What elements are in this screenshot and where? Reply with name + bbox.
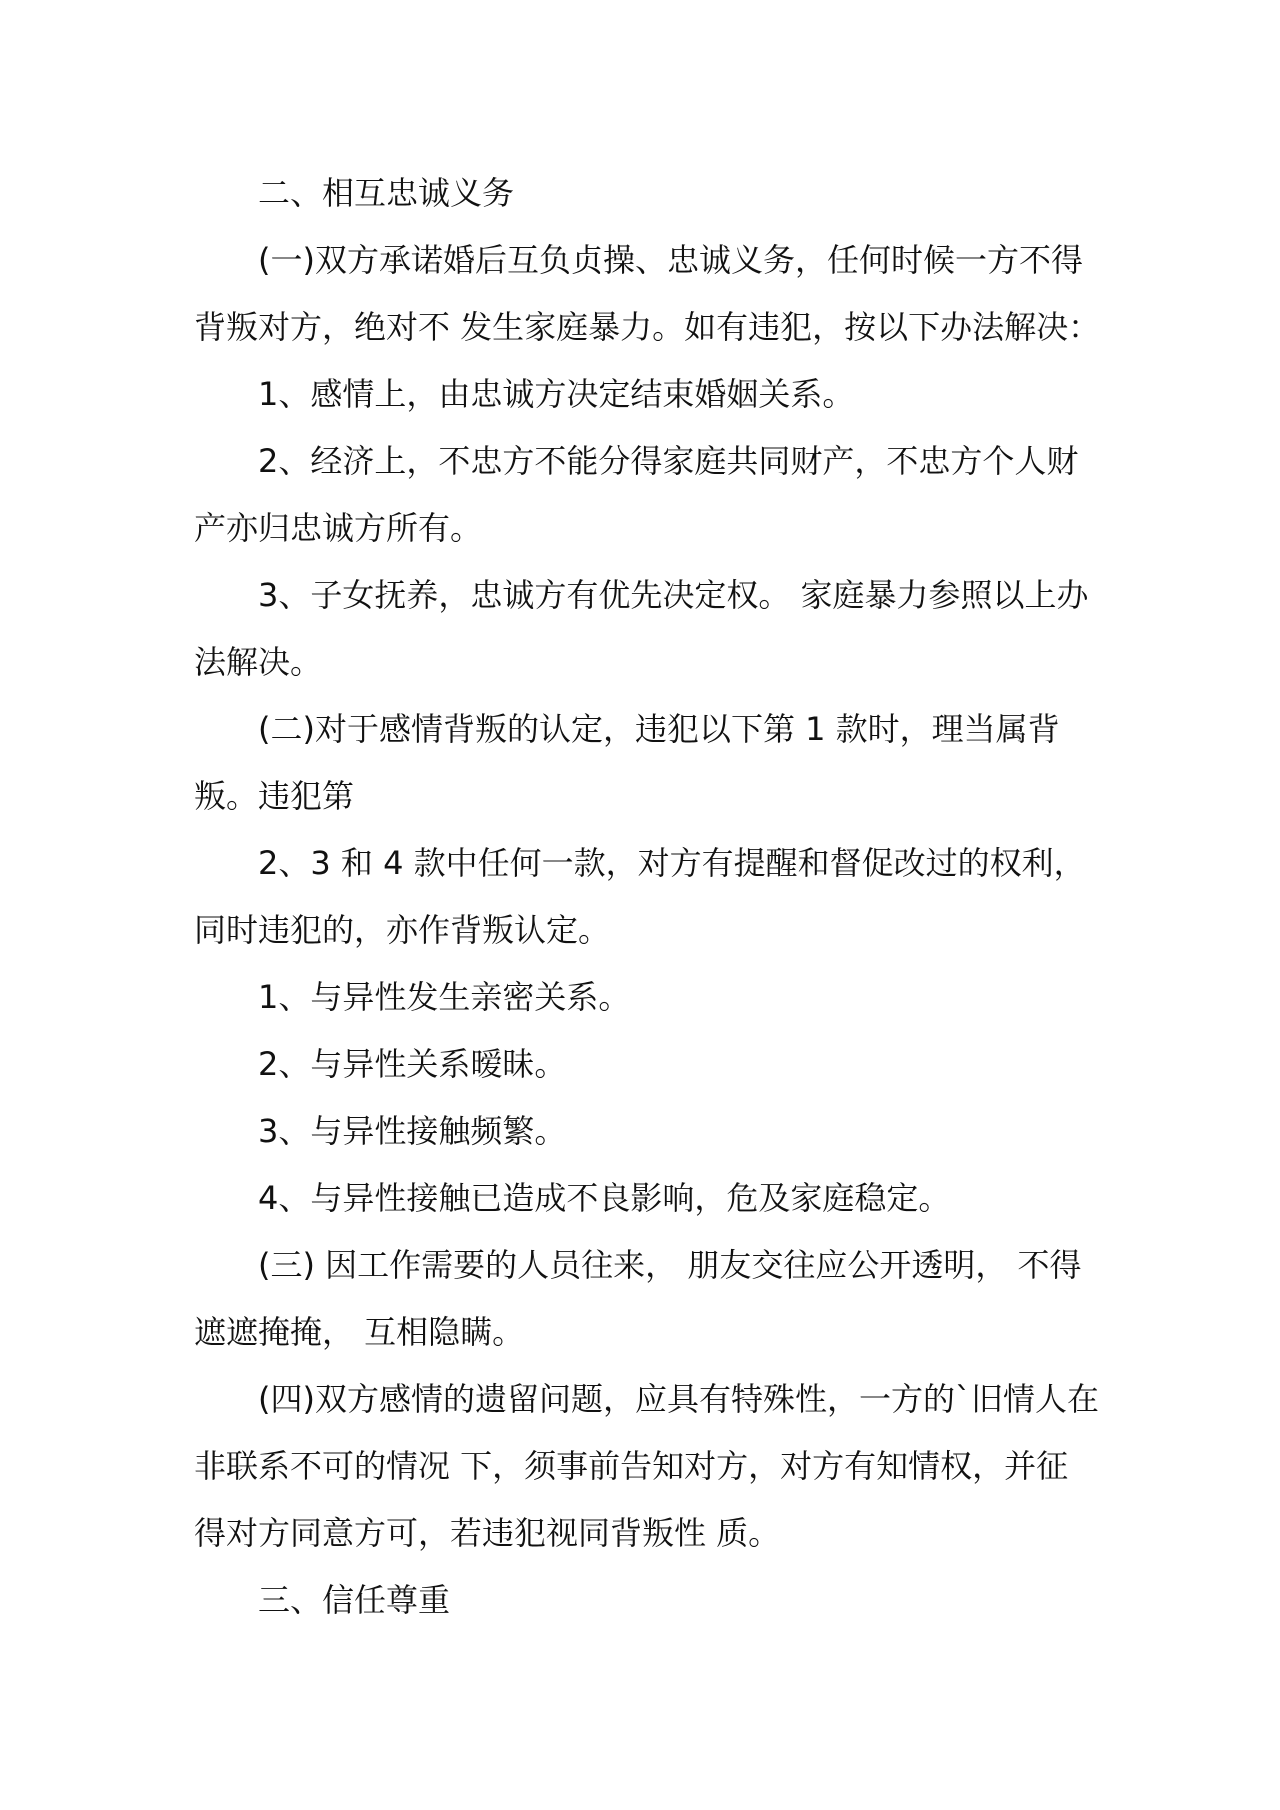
- text-line: (四)双方感情的遗留问题，应具有特殊性，一方的`旧情人在: [258, 1380, 1099, 1418]
- text-line: 4、与异性接触已造成不良影响，危及家庭稳定。: [258, 1179, 951, 1217]
- text-line: 1、与异性发生亲密关系。: [258, 978, 631, 1016]
- text-line: (二)对于感情背叛的认定，违犯以下第 1 款时，理当属背: [258, 710, 1060, 748]
- text-line: 非联系不可的情况 下，须事前告知对方，对方有知情权，并征: [194, 1447, 1069, 1485]
- section-heading-trust: 三、信任尊重: [258, 1581, 451, 1619]
- text-line: 2、与异性关系暧昧。: [258, 1045, 567, 1083]
- document-body: [194, 160, 1101, 1634]
- text-line: 3、与异性接触频繁。: [258, 1112, 567, 1150]
- text-line: 1、感情上，由忠诚方决定结束婚姻关系。: [258, 375, 855, 413]
- text-line: 产亦归忠诚方所有。: [194, 509, 483, 547]
- section-heading-fidelity: 二、相互忠诚义务: [258, 174, 515, 212]
- text-line: 3、子女抚养，忠诚方有优先决定权。 家庭暴力参照以上办: [258, 576, 1089, 614]
- text-line: 叛。违犯第: [194, 777, 355, 815]
- text-line: 得对方同意方可，若违犯视同背叛性 质。: [194, 1514, 781, 1552]
- text-line: 遮遮掩掩， 互相隐瞒。: [194, 1313, 525, 1351]
- text-line: 法解决。: [194, 643, 323, 681]
- text-line: 同时违犯的，亦作背叛认定。: [194, 911, 611, 949]
- text-line: 2、3 和 4 款中任何一款，对方有提醒和督促改过的权利，: [258, 844, 1086, 882]
- text-line: 背叛对方，绝对不 发生家庭暴力。如有违犯，按以下办法解决：: [194, 308, 1101, 346]
- text-line: 2、经济上，不忠方不能分得家庭共同财产，不忠方个人财: [258, 442, 1079, 480]
- text-line: (三) 因工作需要的人员往来， 朋友交往应公开透明， 不得: [258, 1246, 1082, 1284]
- text-line: (一)双方承诺婚后互负贞操、忠诚义务，任何时候一方不得: [258, 241, 1083, 279]
